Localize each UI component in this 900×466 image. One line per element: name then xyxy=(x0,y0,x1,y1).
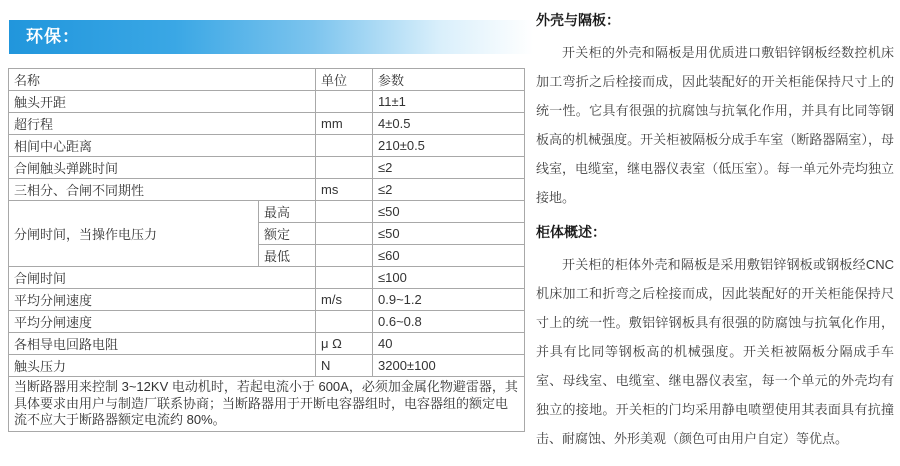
section-banner xyxy=(9,20,561,54)
row-param: 3200±100 xyxy=(373,355,525,377)
group-sublabel: 最高 xyxy=(259,201,316,223)
table-note-row xyxy=(9,377,525,432)
row-unit xyxy=(316,267,373,289)
row-unit xyxy=(316,135,373,157)
banner-title: 环保： xyxy=(26,27,80,46)
spec-table xyxy=(8,68,525,432)
header-name: 名称 xyxy=(9,69,316,91)
row-unit: m/s xyxy=(316,289,373,311)
section-heading-cabinet: 柜体概述： xyxy=(536,224,606,240)
table-note: 当断路器用来控制 3~12KV 电动机时，若起电流小于 600A，必须加金属化物避雷器，其具体要求由用户与制造厂联系协商；当断路器用于开断电容器组时，电容器组的额定电流不应大于断路器额定电流约 80%。 xyxy=(9,377,525,432)
row-param: 0.6~0.8 xyxy=(373,311,525,333)
row-param: ≤100 xyxy=(373,267,525,289)
table-row xyxy=(9,289,525,311)
section-heading-shell: 外壳与隔板： xyxy=(536,12,620,28)
row-name: 各相导电回路电阻 xyxy=(9,333,316,355)
row-unit xyxy=(316,201,373,223)
row-name: 触头压力 xyxy=(9,355,316,377)
row-param: 210±0.5 xyxy=(373,135,525,157)
table-row xyxy=(9,113,525,135)
row-name: 平均分闸速度 xyxy=(9,311,316,333)
row-name: 相间中心距离 xyxy=(9,135,316,157)
table-row xyxy=(9,333,525,355)
row-unit: mm xyxy=(316,113,373,135)
row-param: ≤60 xyxy=(373,245,525,267)
header-unit: 单位 xyxy=(316,69,373,91)
row-unit xyxy=(316,223,373,245)
row-name: 平均分闸速度 xyxy=(9,289,316,311)
group-name: 分闸时间，当操作电压力 xyxy=(9,201,259,267)
header-param: 参数 xyxy=(373,69,525,91)
table-row xyxy=(9,355,525,377)
table-row xyxy=(9,311,525,333)
table-row xyxy=(9,157,525,179)
table-row xyxy=(9,135,525,157)
row-unit: ms xyxy=(316,179,373,201)
group-sublabel: 最低 xyxy=(259,245,316,267)
table-row xyxy=(9,179,525,201)
row-param: 4±0.5 xyxy=(373,113,525,135)
row-param: 11±1 xyxy=(373,91,525,113)
row-unit xyxy=(316,91,373,113)
table-header-row xyxy=(9,69,525,91)
table-row xyxy=(9,267,525,289)
row-param: 40 xyxy=(373,333,525,355)
row-unit xyxy=(316,245,373,267)
row-param: ≤50 xyxy=(373,223,525,245)
row-unit: μ Ω xyxy=(316,333,373,355)
row-name: 三相分、合闸不同期性 xyxy=(9,179,316,201)
row-param: 0.9~1.2 xyxy=(373,289,525,311)
group-sublabel: 额定 xyxy=(259,223,316,245)
table-row xyxy=(9,91,525,113)
row-param: ≤2 xyxy=(373,157,525,179)
row-name: 合闸时间 xyxy=(9,267,316,289)
row-unit xyxy=(316,311,373,333)
row-name: 合闸触头弹跳时间 xyxy=(9,157,316,179)
row-unit: N xyxy=(316,355,373,377)
row-param: ≤50 xyxy=(373,201,525,223)
row-unit xyxy=(316,157,373,179)
row-name: 超行程 xyxy=(9,113,316,135)
section-body-shell: 开关柜的外壳和隔板是用优质进口敷铝锌钢板经数控机床加工弯折之后栓接而成，因此装配好的开关柜能保持尺寸上的统一性。它具有很强的抗腐蚀与抗氧化作用，并具有比同等钢板高的机械强度。开关柜被隔板分成手车室（断路器隔室），母线室，电缆室，继电器仪表室（低压室）。每一单元外壳均独立接地。 xyxy=(536,45,894,205)
table-group-row xyxy=(9,201,525,223)
section-body-cabinet: 开关柜的柜体外壳和隔板是采用敷铝锌钢板或钢板经CNC机床加工和折弯之后栓接而成，因此装配好的开关柜能保持尺寸上的统一性。敷铝锌钢板具有很强的防腐蚀与抗氧化作用，并具有比同等钢板高的机械强度。开关柜被隔板分隔成手车室、母线室、电缆室、继电器仪表室，每一个单元的外壳均有独立的接地。开关柜的门均采用静电喷塑使用其表面具有抗撞击、耐腐蚀、外形美观（颜色可由用户自定）等优点。 xyxy=(536,257,894,446)
row-name: 触头开距 xyxy=(9,91,316,113)
row-param: ≤2 xyxy=(373,179,525,201)
right-column xyxy=(536,10,894,463)
